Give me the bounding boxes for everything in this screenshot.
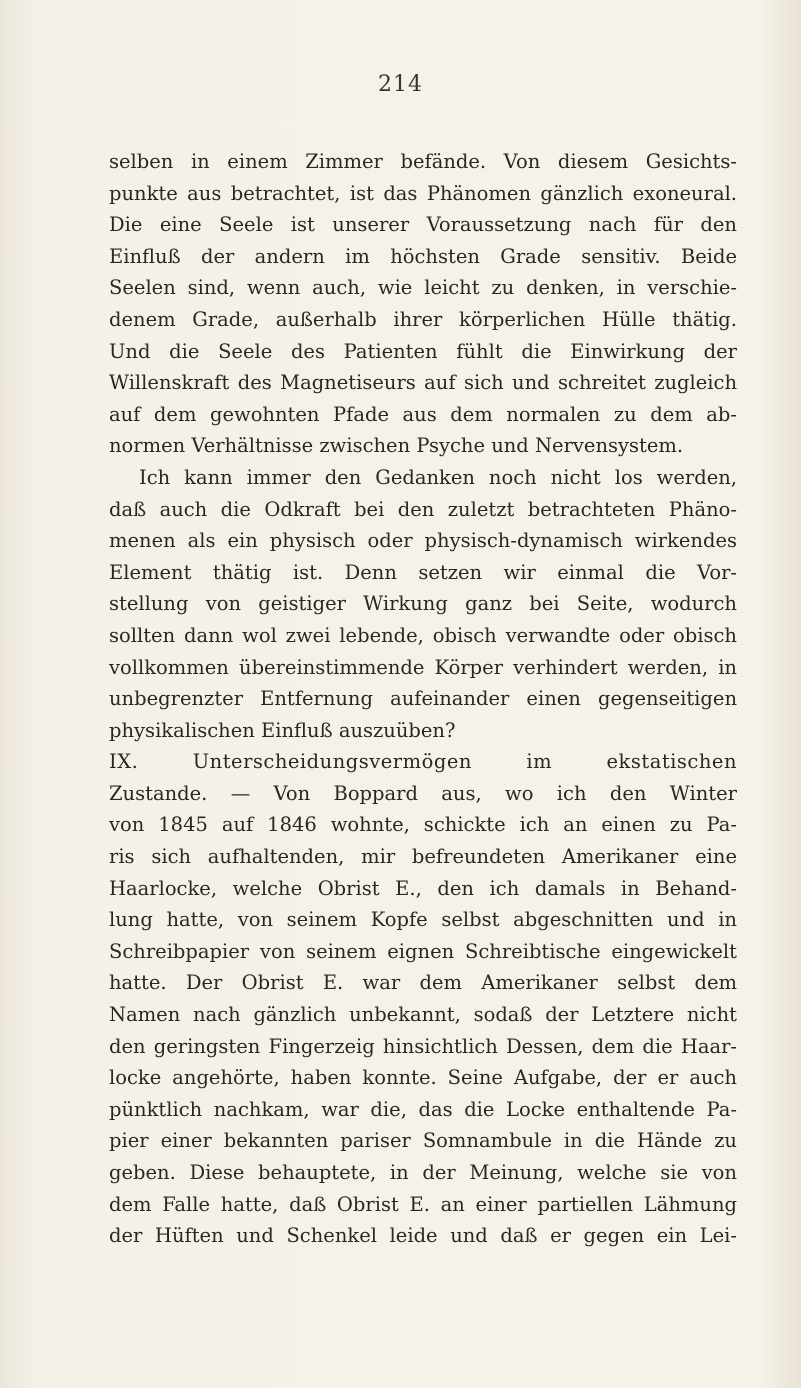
text-line: unbegrenzter Entfernung aufeinander einen gegenseitigen [109, 687, 737, 711]
text-line: lung hatte, von seinem Kopfe selbst abgeschnitten und in [109, 908, 737, 932]
text-line: physikalischen Einfluß auszuüben? [109, 718, 456, 742]
text-line: locke angehörte, haben konnte. Seine Aufgabe, der er auch [109, 1066, 737, 1090]
text-line: geben. Diese behauptete, in der Meinung, welche sie von [109, 1161, 737, 1184]
page-number: 214 [378, 72, 423, 97]
text-line: der Hüften und Schenkel leide und daß er gegen ein Lei- [109, 1224, 737, 1248]
text-line: auf dem gewohnten Pfade aus dem normalen zu dem ab- [109, 402, 737, 426]
text-line: Willenskraft des Magnetiseurs auf sich und schreitet zugleich [109, 371, 737, 395]
text-line: Element thätig ist. Denn setzen wir einmal die Vor- [109, 560, 737, 584]
text-line: dem Falle hatte, daß Obrist E. an einer partiellen Lähmung [109, 1192, 737, 1216]
text-line: Die eine Seele ist unserer Voraussetzung nach für den [109, 213, 737, 237]
body-text [109, 146, 737, 1252]
paragraph-start-line: Ich kann immer den Gedanken noch nicht los werden, [139, 465, 737, 489]
text-line: ris sich aufhaltenden, mir befreundeten Amerikaner eine [109, 845, 737, 869]
text-line: normen Verhältnisse zwischen Psyche und Nervensystem. [109, 434, 684, 458]
text-line: denem Grade, außerhalb ihrer körperlichen Hülle thätig. [109, 307, 737, 331]
text-line: pünktlich nachkam, war die, das die Locke enthaltende Pa- [109, 1097, 737, 1121]
text-line: den geringsten Fingerzeig hinsichtlich Dessen, dem die Haar- [109, 1034, 737, 1058]
text-line: Zustande. — Von Boppard aus, wo ich den Winter [109, 781, 737, 805]
text-line: Schreibpapier von seinem eignen Schreibtische eingewickelt [109, 939, 737, 963]
text-line: vollkommen übereinstimmende Körper verhindert werden, in [109, 655, 737, 679]
text-line: pier einer bekannten pariser Somnambule in die Hände zu [109, 1129, 737, 1153]
text-line: hatte. Der Obrist E. war dem Amerikaner selbst dem [109, 971, 737, 995]
text-line: stellung von geistiger Wirkung ganz bei Seite, wodurch [109, 592, 737, 616]
text-line: daß auch die Odkraft bei den zuletzt betrachteten Phäno- [109, 497, 737, 521]
section-heading-line: IX. Unterscheidungsvermögen im ekstatischen [109, 750, 737, 774]
text-line: menen als ein physisch oder physisch-dynamisch wirkendes [109, 529, 737, 553]
text-line: Einfluß der andern im höchsten Grade sensitiv. Beide [109, 244, 737, 268]
text-line: Haarlocke, welche Obrist E., den ich damals in Behand- [109, 876, 737, 900]
text-line: punkte aus betrachtet, ist das Phänomen gänzlich exoneural. [109, 181, 737, 205]
text-line: Namen nach gänzlich unbekannt, sodaß der Letztere nicht [109, 1003, 737, 1027]
text-line: sollten dann wol zwei lebende, obisch verwandte oder obisch [109, 623, 737, 647]
text-line: selben in einem Zimmer befände. Von diesem Gesichts- [109, 150, 737, 173]
text-line: von 1845 auf 1846 wohnte, schickte ich an einen zu Pa- [109, 813, 737, 837]
text-line: Seelen sind, wenn auch, wie leicht zu denken, in verschie- [109, 276, 737, 300]
text-line: Und die Seele des Patienten fühlt die Einwirkung der [109, 339, 737, 363]
